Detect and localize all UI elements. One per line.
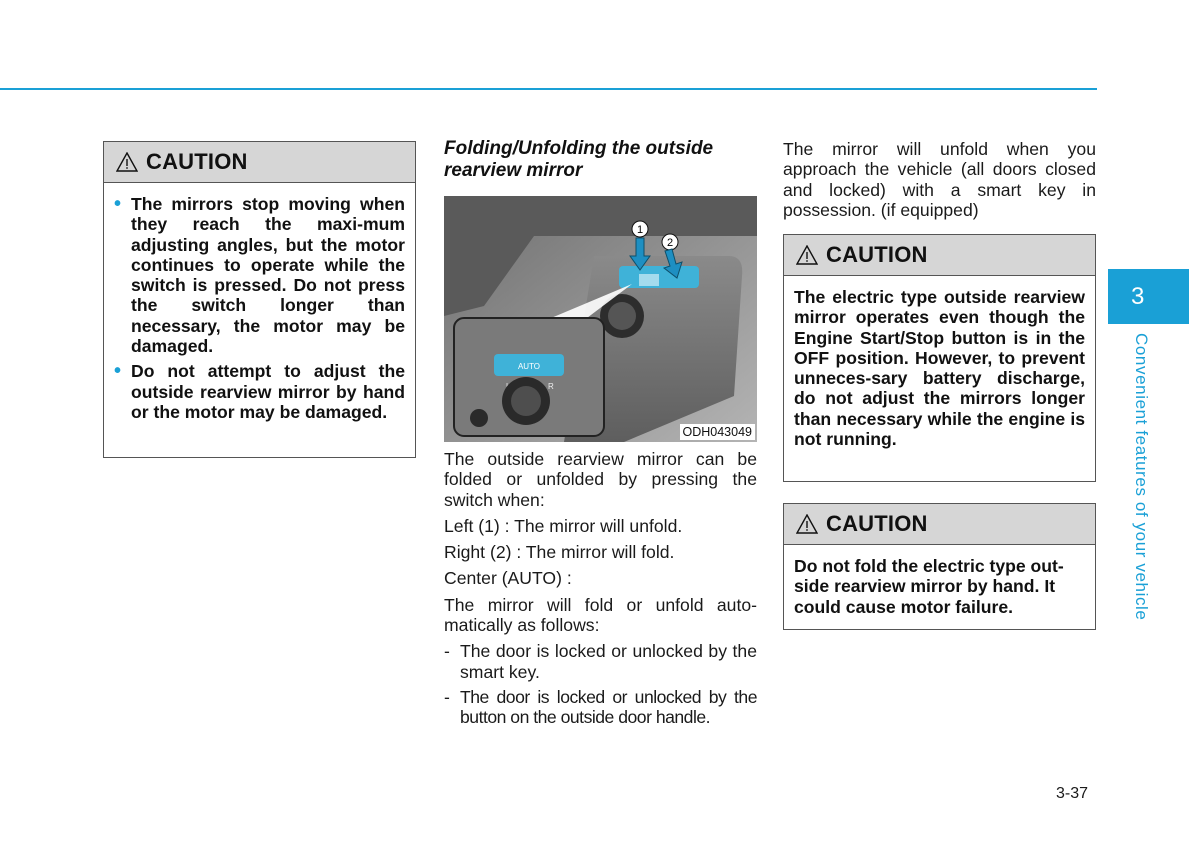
figure-code: ODH043049 (680, 424, 756, 440)
caution-header (784, 235, 1095, 276)
warning-triangle-icon (796, 514, 818, 534)
section-left: Left (1) : The mirror will unfold. (444, 515, 683, 536)
section-auto-text: The mirror will fold or unfold auto-matically as follows: (444, 594, 757, 636)
caution-body (784, 276, 1095, 461)
caution-box-mirror-limits (103, 141, 416, 458)
mirror-switch-illustration (444, 196, 757, 442)
caution-text: Do not fold the electric type out-side rearview mirror by hand. It could cause motor failure. (794, 556, 1064, 617)
right-intro: The mirror will unfold when you approach the vehicle (all doors closed and locked) with a smart key in possession. (if equipped) (783, 139, 1096, 220)
bullet-dot-icon: • (114, 193, 122, 215)
caution-box-fold-by-hand (783, 503, 1096, 630)
mirror-switch-figure (444, 196, 757, 442)
warning-triangle-icon (796, 245, 818, 265)
section-body (444, 449, 757, 733)
figure-right-label: R (548, 382, 554, 391)
dash-item: - The door is locked or unlocked by the button on the outside door handle. (444, 686, 757, 728)
caution-body (104, 183, 415, 439)
section-intro: The outside rearview mirror can be folded or unfolded by pressing the switch when: (444, 449, 757, 510)
warning-triangle-icon (116, 152, 138, 172)
caution-title: CAUTION (826, 511, 928, 536)
caution-item: • The mirrors stop moving when they reach the maxi-mum adjusting angles, but the motor continues to operate while the switch is pressed. Do not press the switch longer than necessary, the motor may be damaged. (114, 193, 405, 357)
caution-title: CAUTION (826, 242, 928, 267)
section-center: Center (AUTO) : (444, 568, 572, 589)
figure-auto-label: AUTO (517, 362, 541, 371)
callout-1: 1 (636, 224, 644, 236)
caution-title: CAUTION (146, 149, 248, 174)
chapter-tab (1108, 269, 1189, 324)
chapter-title: Convenient features of your vehicle (1132, 333, 1151, 621)
caution-header (784, 504, 1095, 545)
callout-2: 2 (666, 237, 674, 249)
caution-text: The electric type outside rearview mirror operates even though the Engine Start/Stop button is in the OFF position. However, to prevent unneces-sary battery discharge, do not adjust the mirrors longer than necessary while the engine is not running. (794, 287, 1085, 450)
top-rule (0, 88, 1097, 90)
section-title: Folding/Unfolding the outside rearview mirror (444, 138, 714, 181)
page-number: 3-37 (1056, 785, 1089, 802)
bullet-dot-icon: • (114, 360, 122, 383)
caution-body (784, 545, 1095, 629)
caution-item: • Do not attempt to adjust the outside rearview mirror by hand or the motor may be damaged. (114, 360, 405, 422)
caution-box-engine-off (783, 234, 1096, 482)
dash-list (444, 641, 757, 727)
chapter-number: 3 (1131, 282, 1145, 310)
section-right: Right (2) : The mirror will fold. (444, 542, 675, 563)
dash-item: - The door is locked or unlocked by the smart key. (444, 641, 757, 682)
caution-header (104, 142, 415, 183)
